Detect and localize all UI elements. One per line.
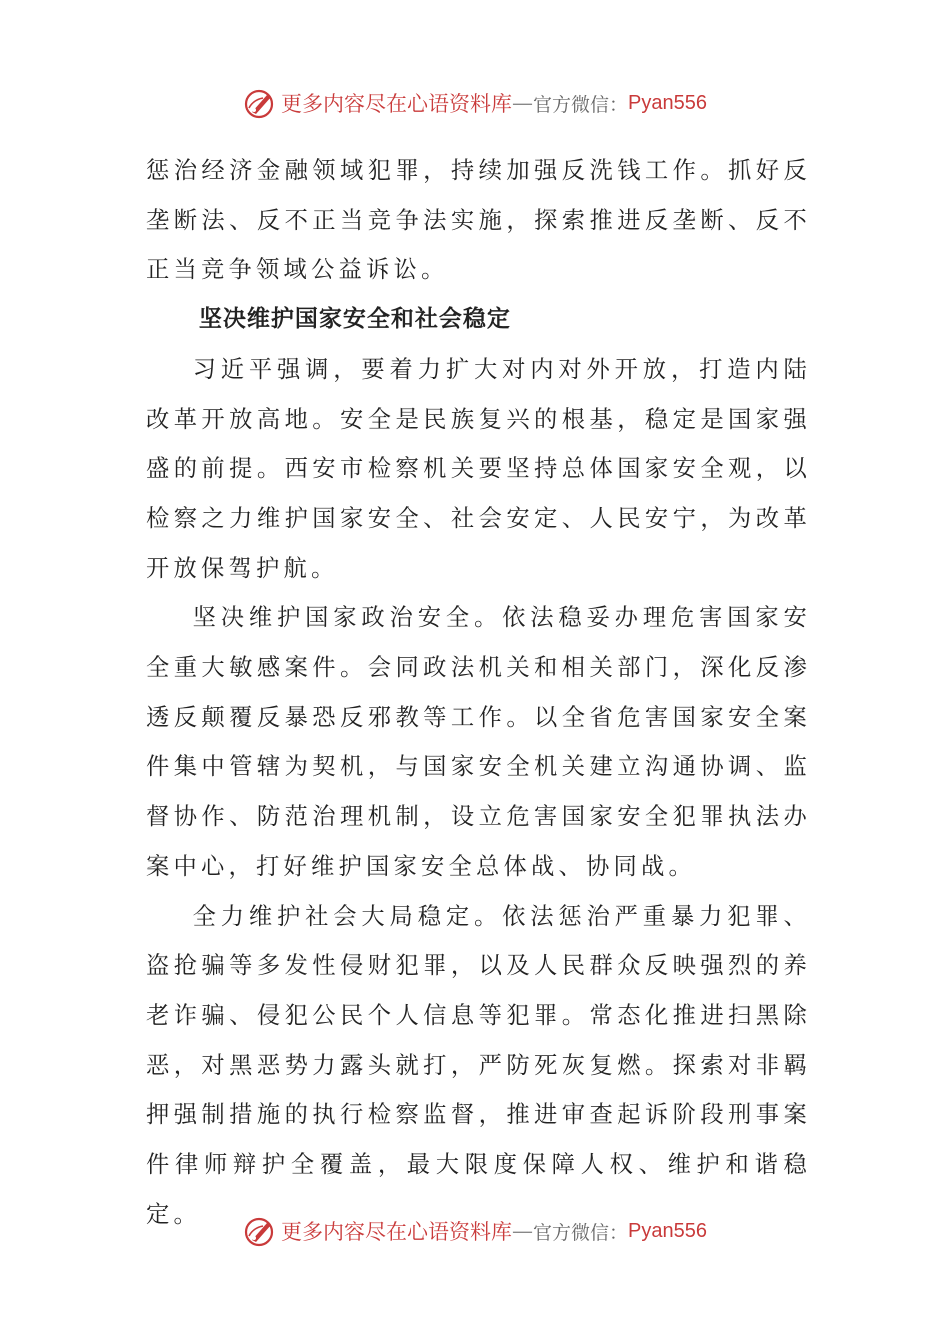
paragraph: 全力维护社会大局稳定。依法惩治严重暴力犯罪、盗抢骗等多发性侵财犯罪，以及人民群众反映强烈的养老诈骗、侵犯公民个人信息等犯罪。常态化推进扫黑除恶，对黑恶势力露头就打，严防死灰复燃。探索对非羁押强制措施的执行检察监督，推进审查起诉阶段刑事案件律师辩护全覆盖，最大限度保障人权、维护和谐稳定。 (146, 902, 811, 1228)
pen-logo-icon (243, 1214, 277, 1248)
header-watermark (0, 83, 950, 123)
pen-logo-icon (243, 86, 277, 120)
header-site-name: 更多内容尽在心语资料库 (281, 92, 512, 116)
footer-site-name: 更多内容尽在心语资料库 (281, 1220, 512, 1244)
footer-watermark (0, 1211, 950, 1251)
footer-wechat-label: 官方微信： (533, 1221, 629, 1244)
footer-wechat-id: Pyan556 (628, 1219, 707, 1242)
header-wechat-id: Pyan556 (628, 91, 707, 114)
section-heading: 坚决维护国家安全和社会稳定 (198, 306, 511, 333)
footer-dash: — (512, 1219, 533, 1243)
paragraph: 坚决维护国家政治安全。依法稳妥办理危害国家安全重大敏感案件。会同政法机关和相关部门，深化反渗透反颠覆反暴恐反邪教等工作。以全省危害国家安全案件集中管辖为契机，与国家安全机关建立沟通协调、监督协作、防范治理机制，设立危害国家安全犯罪执法办案中心，打好维护国家安全总体战、协同战。 (146, 604, 811, 880)
header-wechat-label: 官方微信： (533, 93, 629, 116)
paragraph: 习近平强调，要着力扩大对内对外开放，打造内陆改革开放高地。安全是民族复兴的根基，稳定是国家强盛的前提。西安市检察机关要坚持总体国家安全观，以检察之力维护国家安全、社会安定、人民安宁，为改革开放保驾护航。 (146, 355, 811, 582)
paragraph-continued: 惩治经济金融领域犯罪，持续加强反洗钱工作。抓好反垄断法、反不正当竞争法实施，探索推进反垄断、反不正当竞争领域公益诉讼。 (146, 157, 811, 284)
header-dash: — (512, 91, 533, 115)
document-body (146, 146, 811, 1239)
